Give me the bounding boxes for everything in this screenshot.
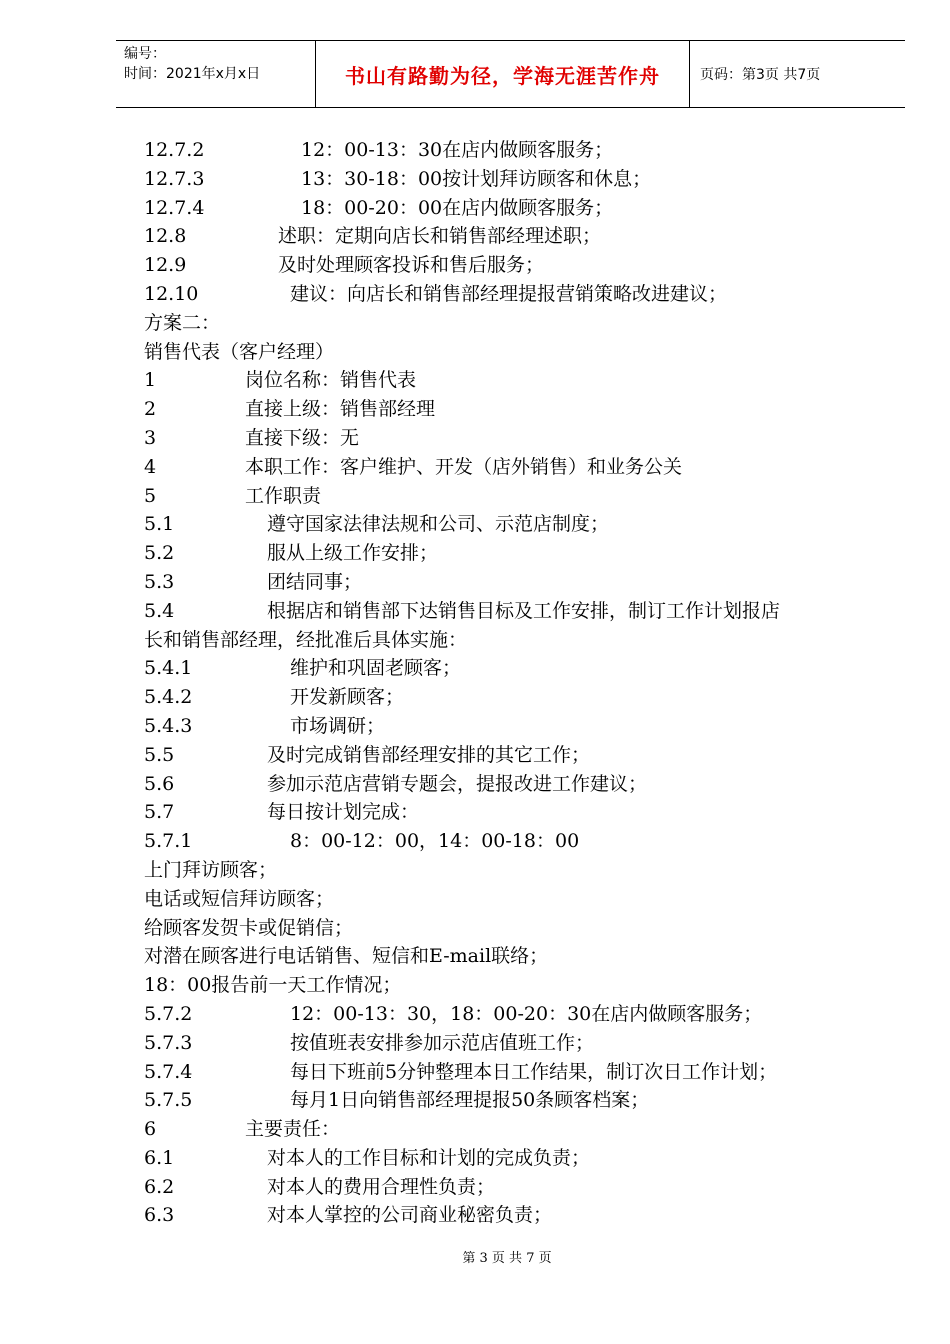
document-line bbox=[144, 510, 879, 539]
item-number: 12.9 bbox=[144, 254, 187, 277]
document-line bbox=[144, 165, 879, 194]
item-number: 5.7.1 bbox=[144, 830, 193, 853]
item-number: 2 bbox=[144, 398, 157, 421]
document-line bbox=[144, 654, 879, 683]
item-text: 岗位名称：销售代表 bbox=[245, 369, 417, 392]
item-text: 按值班表安排参加示范店值班工作； bbox=[290, 1031, 595, 1054]
document-line bbox=[144, 942, 879, 971]
item-number: 4 bbox=[144, 455, 157, 478]
item-number: 5.1 bbox=[144, 513, 175, 536]
item-number: 6.3 bbox=[144, 1204, 175, 1227]
document-line bbox=[144, 251, 879, 280]
header-page-cell bbox=[690, 41, 905, 107]
document-line bbox=[144, 770, 879, 799]
document-line bbox=[144, 482, 879, 511]
item-text: 及时处理顾客投诉和售后服务； bbox=[278, 254, 545, 277]
document-line bbox=[144, 798, 879, 827]
item-text: 给顾客发贺卡或促销信； bbox=[144, 916, 354, 939]
item-number: 3 bbox=[144, 426, 157, 449]
item-text: 12：00-13：30在店内做顾客服务； bbox=[301, 139, 614, 161]
item-text: 18：00-20：00在店内做顾客服务； bbox=[301, 196, 614, 219]
document-line bbox=[144, 136, 879, 165]
document-line bbox=[144, 856, 879, 885]
serial-label: 编号： bbox=[124, 46, 166, 62]
item-text: 每日下班前5分钟整理本日工作结果，制订次日工作计划； bbox=[290, 1060, 778, 1083]
motto-text: 书山有路勤为径，学海无涯苦作舟 bbox=[345, 63, 660, 88]
item-number: 5.3 bbox=[144, 570, 175, 593]
item-text: 方案二： bbox=[144, 311, 221, 334]
item-number: 6.1 bbox=[144, 1146, 175, 1169]
header-meta bbox=[116, 41, 316, 107]
item-text: 述职：定期向店长和销售部经理述职； bbox=[278, 225, 602, 248]
time-label: 时间：2021年x月x日 bbox=[124, 66, 261, 82]
document-line bbox=[144, 971, 879, 1000]
document-line bbox=[144, 222, 879, 251]
document-line bbox=[144, 366, 879, 395]
item-number: 5.2 bbox=[144, 542, 175, 565]
page-header bbox=[116, 40, 905, 108]
item-number: 5.7.3 bbox=[144, 1031, 193, 1054]
item-text: 本职工作：客户维护、开发（店外销售）和业务公关 bbox=[245, 455, 683, 478]
item-number: 6.2 bbox=[144, 1175, 175, 1198]
item-number: 5.4 bbox=[144, 599, 175, 622]
item-number: 5.4.2 bbox=[144, 686, 193, 709]
item-text: 参加示范店营销专题会，提报改进工作建议； bbox=[267, 772, 648, 795]
document-body bbox=[144, 136, 879, 1230]
item-text: 对本人的工作目标和计划的完成负责； bbox=[267, 1146, 591, 1169]
document-line bbox=[144, 827, 879, 856]
document-line bbox=[144, 1000, 879, 1029]
item-number: 5.7.5 bbox=[144, 1089, 193, 1112]
document-line bbox=[144, 1115, 879, 1144]
document-line bbox=[144, 1086, 879, 1115]
document-line bbox=[144, 1029, 879, 1058]
document-line bbox=[144, 885, 879, 914]
item-text: 工作职责 bbox=[245, 484, 322, 507]
document-line bbox=[144, 280, 879, 309]
document-line bbox=[144, 539, 879, 568]
document-line bbox=[144, 1173, 879, 1202]
item-text: 开发新顾客； bbox=[290, 686, 405, 709]
document-line bbox=[144, 597, 879, 626]
document-line bbox=[144, 1201, 879, 1230]
document-line bbox=[144, 424, 879, 453]
item-text: 市场调研； bbox=[290, 714, 386, 737]
item-text: 对本人的费用合理性负责； bbox=[267, 1175, 496, 1198]
item-number: 12.10 bbox=[144, 282, 199, 305]
item-number: 5.6 bbox=[144, 772, 175, 795]
item-number: 5.5 bbox=[144, 743, 175, 766]
item-text: 8：00-12：00，14：00-18：00 bbox=[290, 830, 580, 853]
page-footer: 第 3 页 共 7 页 bbox=[462, 1251, 552, 1266]
item-text: 根据店和销售部下达销售目标及工作安排，制订工作计划报店 bbox=[267, 599, 781, 622]
item-number: 5.7 bbox=[144, 801, 175, 824]
item-text: 及时完成销售部经理安排的其它工作； bbox=[267, 743, 591, 766]
document-line bbox=[144, 395, 879, 424]
item-text: 每月1日向销售部经理提报50条顾客档案； bbox=[290, 1089, 650, 1112]
item-number: 6 bbox=[144, 1118, 157, 1141]
item-text: 长和销售部经理，经批准后具体实施： bbox=[144, 628, 468, 651]
item-text: 销售代表（客户经理） bbox=[144, 340, 335, 363]
item-text: 18：00报告前一天工作情况； bbox=[144, 974, 402, 997]
document-line bbox=[144, 626, 879, 655]
document-line bbox=[144, 741, 879, 770]
item-text: 电话或短信拜访顾客； bbox=[144, 887, 335, 910]
item-text: 对潜在顾客进行电话销售、短信和E-mail联络； bbox=[144, 945, 549, 968]
item-number: 12.7.4 bbox=[144, 196, 205, 219]
document-line bbox=[144, 194, 879, 223]
item-number: 5.4.1 bbox=[144, 657, 193, 680]
item-text: 遵守国家法律法规和公司、示范店制度； bbox=[267, 513, 610, 536]
document-line bbox=[144, 1144, 879, 1173]
item-text: 建议：向店长和销售部经理提报营销策略改进建议； bbox=[290, 282, 728, 305]
item-text: 12：00-13：30，18：00-20：30在店内做顾客服务； bbox=[290, 1002, 763, 1025]
item-number: 5.7.4 bbox=[144, 1060, 193, 1083]
item-text: 直接下级：无 bbox=[245, 426, 360, 449]
item-number: 5 bbox=[144, 484, 157, 507]
document-line bbox=[144, 338, 879, 367]
document-line bbox=[144, 712, 879, 741]
document-line bbox=[144, 683, 879, 712]
item-number: 1 bbox=[144, 369, 157, 392]
item-text: 直接上级：销售部经理 bbox=[245, 398, 436, 421]
header-motto-cell bbox=[316, 41, 690, 107]
item-number: 5.4.3 bbox=[144, 714, 193, 737]
item-text: 服从上级工作安排； bbox=[267, 542, 439, 565]
item-number: 12.7.3 bbox=[144, 167, 205, 190]
document-line bbox=[144, 453, 879, 482]
document-line bbox=[144, 914, 879, 943]
item-text: 维护和巩固老顾客； bbox=[290, 657, 462, 680]
item-text: 主要责任： bbox=[245, 1118, 341, 1141]
document-line bbox=[144, 568, 879, 597]
item-text: 上门拜访顾客； bbox=[144, 858, 278, 881]
item-number: 12.7.2 bbox=[144, 139, 205, 161]
item-number: 12.8 bbox=[144, 225, 187, 248]
document-line bbox=[144, 1058, 879, 1087]
item-text: 团结同事； bbox=[267, 570, 363, 593]
item-number: 5.7.2 bbox=[144, 1002, 193, 1025]
item-text: 对本人掌控的公司商业秘密负责； bbox=[267, 1204, 553, 1227]
page-label: 页码：第3页 共7页 bbox=[700, 67, 821, 83]
item-text: 每日按计划完成： bbox=[267, 801, 420, 824]
item-text: 13：30-18：00按计划拜访顾客和休息； bbox=[301, 167, 652, 190]
document-line bbox=[144, 309, 879, 338]
